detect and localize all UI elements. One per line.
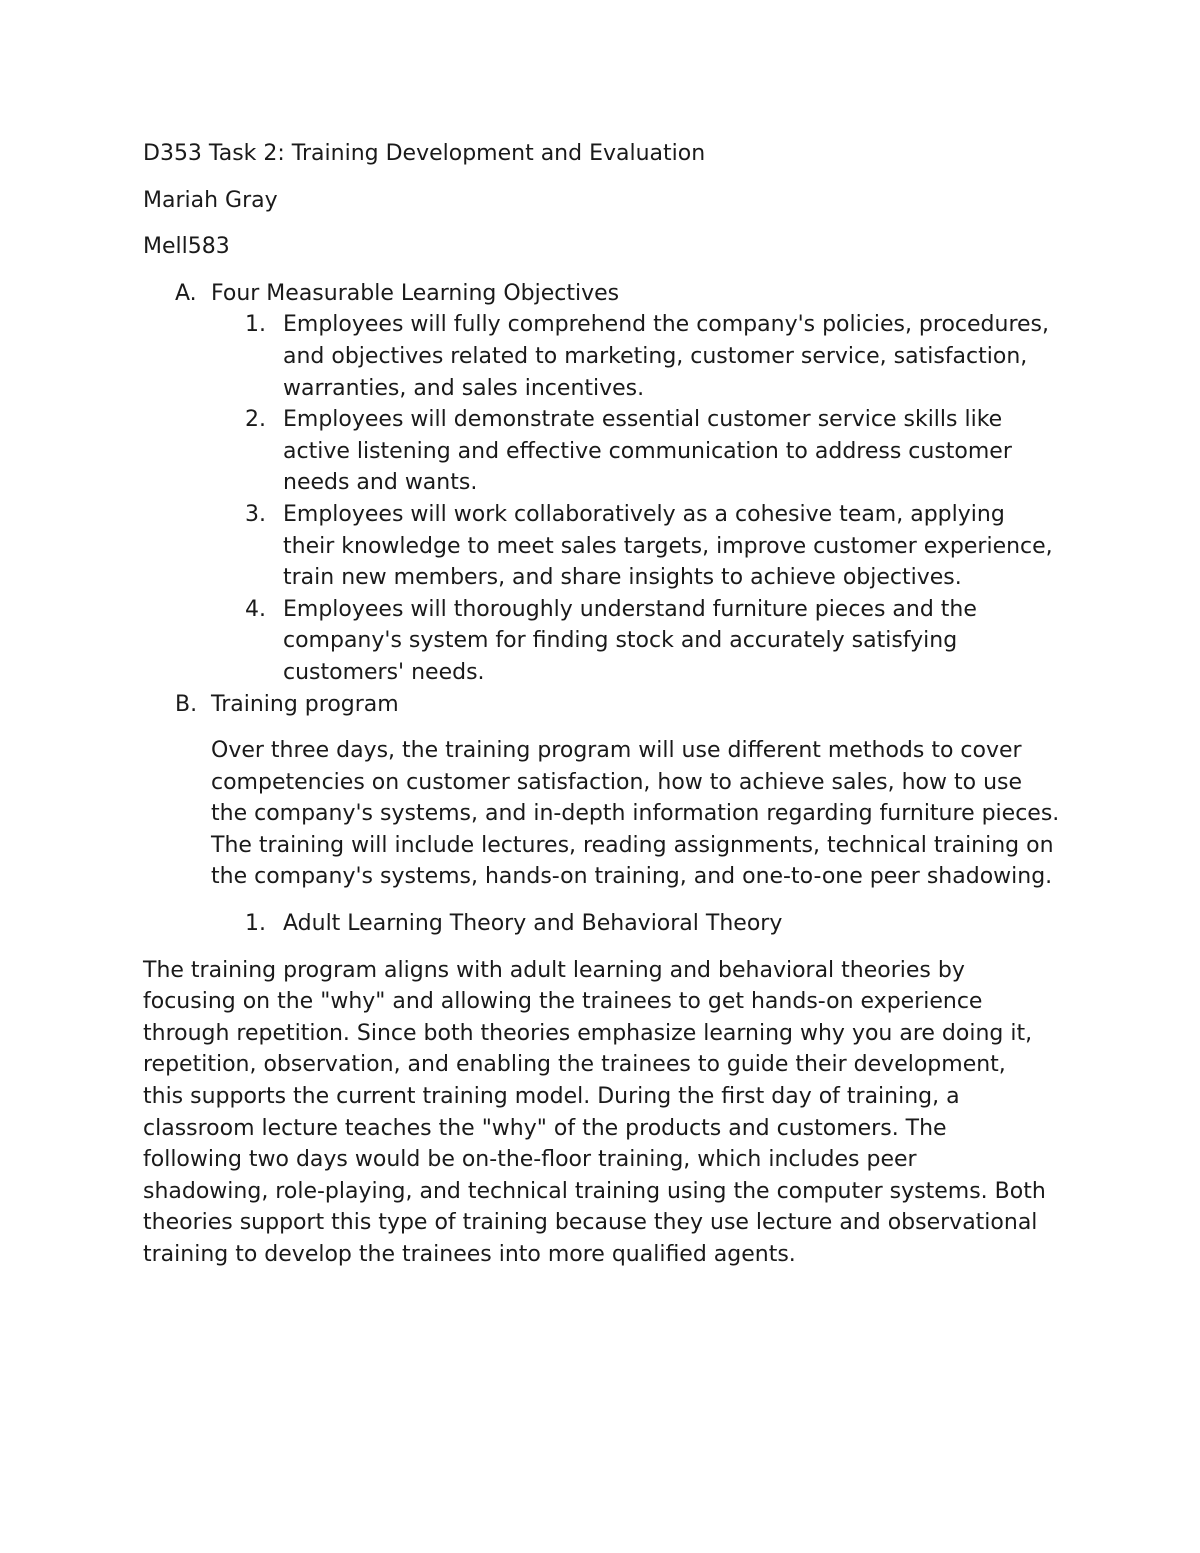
section-a-title: Four Measurable Learning Objectives [211,280,620,306]
training-program-paragraph: Over three days, the training program will use different methods to cover competencies on customer satisfaction, how to achieve sales, how to use the company's systems, and in-depth information regarding furniture pieces. The training will include lectures, reading assignments, technical training on the company's systems, hands-on training, and one-to-one peer shadowing. [211,738,1060,890]
objective-marker: 4. [245,596,266,622]
author-name: Mariah Gray [143,187,278,213]
objective-text: Employees will fully comprehend the company's policies, procedures, and objectives related to marketing, customer service, satisfaction, warranties, and sales incentives. [283,312,1050,401]
section-b-heading [143,689,1063,721]
subsection-marker: 1. [245,911,266,937]
section-a-marker: A. [175,280,197,306]
objective-text: Employees will work collaboratively as a cohesive team, applying their knowledge to meet sales targets, improve customer experience, train new members, and share insights to achieve objectives. [283,501,1053,591]
objective-marker: 1. [245,312,266,338]
document-page [143,138,1063,1271]
document-title: D353 Task 2: Training Development and Evaluation [143,141,706,166]
objective-marker: 2. [245,407,266,433]
objective-item [143,594,1063,689]
objective-marker: 3. [245,501,266,527]
objective-text: Employees will demonstrate essential customer service skills like active listening and effective communication to address customer needs and wants. [283,407,1012,496]
subsection-title: Adult Learning Theory and Behavioral Theory [283,911,783,937]
section-b-title: Training program [211,691,399,717]
section-a-heading [143,278,1063,310]
subsection-heading [143,908,1063,940]
student-id: Mell583 [143,234,230,260]
objective-item [143,499,1063,594]
objective-item [143,309,1063,404]
theory-paragraph: The training program aligns with adult learning and behavioral theories by focusing on the "why" and allowing the trainees to get hands-on experience through repetition. Since both theories emphasize learning why you are doing it, repetition, observation, and enabling the trainees to guide their development, this supports the current training model. During the first day of training, a classroom lecture teaches the "why" of the products and customers. The following two days would be on-the-floor training, which includes peer shadowing, role-playing, and technical training using the computer systems. Both theories support this type of training because they use lecture and observational training to develop the trainees into more qualified agents. [143,957,1046,1267]
section-b-marker: B. [175,691,198,717]
objective-text: Employees will thoroughly understand furniture pieces and the company's system for finding stock and accurately satisfying customers' needs. [283,596,977,685]
objective-item [143,404,1063,499]
